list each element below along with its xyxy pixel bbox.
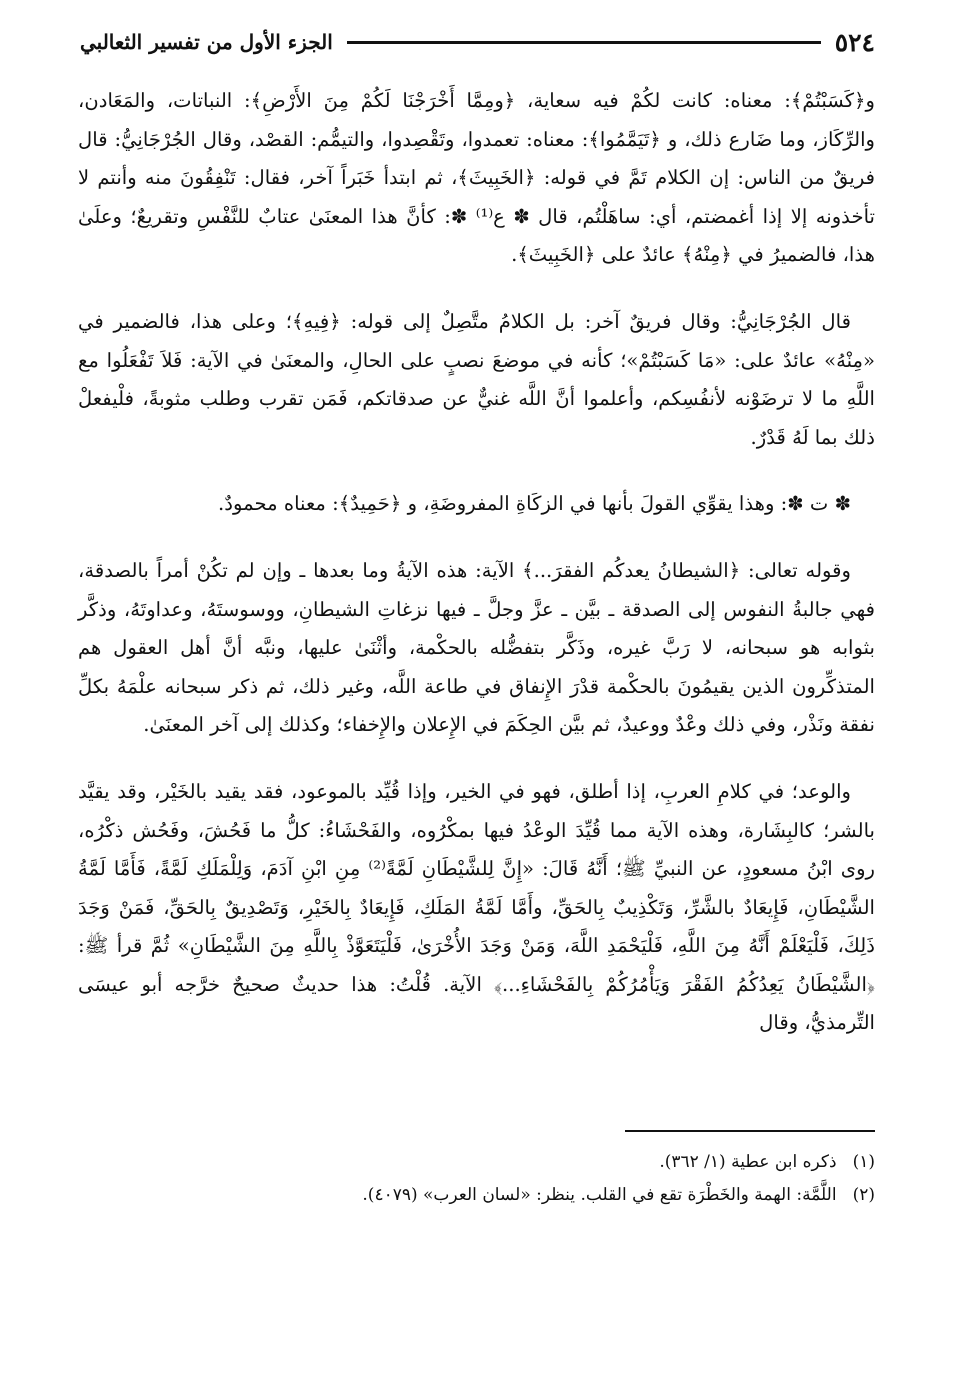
page-body xyxy=(78,82,875,1071)
paragraph-4: وقوله تعالى: ﴿الشيطانُ يعدكُم الفقرَ...﴾ الآية: هذه الآيةُ وما بعدها ـ وإن لم تكُنْ أمراً بالصدقة، فهي جالبةُ النفوس إلى الصدقة ـ بيَّن ـ عزَّ وجلَّ ـ فيها نزغاتِ الشيطانِ، ووسوستَهُ، وعداوتَهُ، وذكَّر بثوابه هو سبحانه، لا رَبَّ غيره، وذَكَّر بتفضُّله بالحكْمة، وأثْنَىٰ عليها، ونبَّه أنَّ أهل العقول هم المتذكِّرون الذين يقيمُونَ بالحكْمة قدْرَ الإِنفاق في طاعة اللَّه، وغير ذلك، ثم ذكر سبحانه علْمَهُ بكلِّ نفقة ونَذْر، وفي ذلك وعْدٌ ووعيدٌ، ثم بيَّن الحِكَمَ في الإِعلان والإِخفاء؛ وكذلك إلى آخر المعنَىٰ. xyxy=(78,558,875,737)
footnote-number: (١) xyxy=(852,1152,875,1172)
footnote-2 xyxy=(80,1179,875,1212)
header-rule xyxy=(347,41,821,44)
footnote-rule xyxy=(625,1130,875,1132)
footnote-number: (٢) xyxy=(852,1185,875,1205)
running-title: الجزء الأول من تفسير الثعالبي xyxy=(80,30,333,54)
paragraph-5: والوعد؛ في كلامِ العربِ، إذا أطلق، فهو في الخير، وإذا قُيِّد بالموعود، فقد يقيد بالخَيْر، وقد يقيَّد بالشر؛ كالبِشَارة، وهذه الآية مما قُيِّدَ الوعْدُ فيها بمكْرُوه، والفَحْشَاءُ: كلُّ ما فَحُشَ، وفَحُش ذكْرُه، روى ابْنُ مسعودٍ، عن النبيِّ ﷺ؛ أَنَّهُ قَالَ: «إِنَّ لِلشَّيْطَانِ لَمَّةً⁽²⁾ مِنِ ابْنِ آدَمَ، وَلِلْمَلَكِ لَمَّةً، فَأَمَّا لَمَّةُ الشَّيْطَانِ، فَإِيعَادٌ بالشَّرِّ، وَتَكْذِيبٌ بِالحَقِّ، وأَمَّا لَمَّةُ المَلَكِ، فَإِيعَادٌ بِالخَيْرِ، وَتَصْدِيقٌ بِالحَقِّ، فَمَنْ وَجَدَ ذَلِكَ، فَلْيَعْلَمْ أَنَّهُ مِنَ اللَّهِ، فَلْيَحْمَدِ اللَّهَ، وَمَنْ وَجَدَ الأُخْرَىٰ، فَلْيَتَعَوَّذْ بِاللَّهِ مِنَ الشَّيْطَانِ» ثُمَّ قرأ ﷺ: ﴿الشَّيْطَانُ يَعِدُكُمُ الفَقْرَ وَيَأْمُرُكُمْ بِالفَحْشَاءِ...﴾ الآية. قُلْتُ: هذا حديثٌ صحيحٌ خرَّجه أبو عيسَى التِّرمذيُّ، وقال xyxy=(78,779,876,1035)
paragraph-1: و﴿كَسَبْتُمْ﴾: معناه: كانت لكُمْ فيه سعاية، ﴿ومِمَّا أَخْرَجْنَا لَكُمْ مِنَ الأَرْضِ﴾: النباتات، والمَعَادن، والرِّكَاز، وما ضَارع ذلك، و ﴿تَيَمَّمُوا﴾: معناه: تعمدوا، وتَقْصِدوا، والتيمُّم: القصْد، وقال الجُرْجَانِيُّ: قال فريقٌ من الناس: إن الكلام تَمَّ في قوله: ﴿الخَبِيثَ﴾، ثم ابتدأ خَبَراً آخر، فقال: تَنْفِقُونَ منه وأنتم لا تأخذونه إلا إذا أغمضتم، أي: ساهَلْتُم، قال ✽ ع⁽¹⁾ ✽: كأنَّ هذا المعنَىٰ عتابٌ للنَّفْسِ وتقريعٌ؛ وعلَىٰ هذا، فالضميرُ في ﴿مِنْهُ﴾ عائدٌ على ﴿الخَبِيثَ﴾. xyxy=(78,89,875,267)
footnotes xyxy=(80,1146,875,1212)
paragraph-2: قال الجُرْجَانِيُّ: وقال فريقٌ آخر: بل الكلامُ متَّصِلٌ إلى قوله: ﴿فِيهِ﴾؛ وعلى هذا، فالضمير في «مِنْهُ» عائدٌ على: «مَا كَسَبْتُمْ»؛ كأنه في موضعَ نصبٍ على الحالِ، والمعنَىٰ في الآية: فَلاَ تَفْعَلُوا مع اللَّهِ ما لا ترضَوْنه لأنفُسِكم، وأعلموا أنَّ اللَّه غنيٌّ عن صدقاتكم، فَمَن تقرب وطلب مثوبةً، فلْيفعلْ ذلك بما لَهُ قَدْرٌ. xyxy=(78,309,875,449)
page-header xyxy=(80,22,875,62)
footnote-1 xyxy=(80,1146,875,1179)
page-number: ٥٢٤ xyxy=(834,27,875,57)
paragraph-3: ✽ ت ✽: وهذا يقوِّي القولَ بأنها في الزكَاةِ المفروضَةِ، و ﴿حَمِيدٌ﴾: معناه محمودٌ. xyxy=(218,492,851,516)
footnote-text: اللَّمَّة: الهمة والخَطْرَة تقع في القلب. ينظر: «لسان العرب» (٤٠٧٩). xyxy=(362,1185,837,1205)
footnote-text: ذكره ابن عطية (١/ ٣٦٢). xyxy=(659,1152,837,1172)
